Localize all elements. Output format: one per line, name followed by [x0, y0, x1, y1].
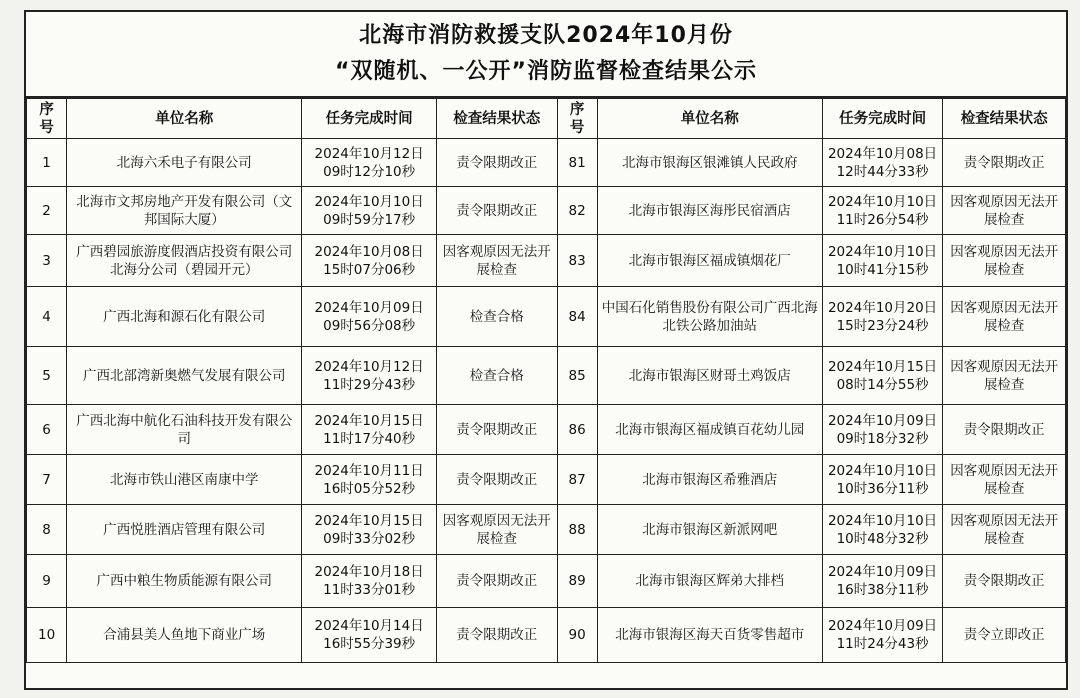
- completion-clock: 11时24分43秒: [836, 636, 929, 652]
- result-status: 因客观原因无法开展检查: [436, 505, 557, 555]
- completion-date: 2024年10月09日: [314, 299, 424, 316]
- completion-time: [302, 287, 437, 347]
- completion-clock: 11时29分43秒: [323, 376, 416, 393]
- completion-date: 2024年10月14日: [314, 618, 424, 634]
- result-status: 因客观原因无法开展检查: [943, 235, 1066, 287]
- result-status: 责令限期改正: [436, 187, 557, 235]
- completion-time: [302, 347, 437, 405]
- completion-date: 2024年10月09日: [827, 412, 938, 429]
- completion-date: 2024年10月18日: [314, 564, 424, 580]
- completion-date: 2024年10月15日: [314, 412, 424, 429]
- table-row: [27, 608, 1066, 663]
- completion-time: [822, 139, 943, 187]
- unit-name: 北海市银海区海彤民宿酒店: [597, 187, 822, 235]
- header-result-status-left: 检查结果状态: [436, 99, 557, 139]
- result-status: 责令限期改正: [436, 139, 557, 187]
- header-unit-name-left: 单位名称: [67, 99, 302, 139]
- row-number: 5: [27, 347, 67, 405]
- completion-time: [302, 455, 437, 505]
- table-row: [27, 405, 1066, 455]
- unit-name: 广西北部湾新奥燃气发展有限公司: [67, 347, 302, 405]
- completion-date: 2024年10月12日: [314, 145, 424, 162]
- completion-time: [302, 139, 437, 187]
- header-result-status-right: 检查结果状态: [943, 99, 1066, 139]
- result-status: 因客观原因无法开展检查: [943, 347, 1066, 405]
- completion-time: [302, 608, 437, 663]
- unit-name: 广西中粮生物质能源有限公司: [67, 555, 302, 608]
- completion-clock: 10时36分11秒: [836, 480, 929, 497]
- row-number: 89: [557, 555, 597, 608]
- completion-clock: 11时33分01秒: [323, 582, 416, 598]
- table-header-row: [27, 99, 1066, 139]
- completion-clock: 16时05分52秒: [323, 480, 416, 497]
- unit-name: 北海市银海区福成镇烟花厂: [597, 235, 822, 287]
- unit-name: 广西悦胜酒店管理有限公司: [67, 505, 302, 555]
- table-row: [27, 287, 1066, 347]
- completion-time: [822, 287, 943, 347]
- table-row: [27, 187, 1066, 235]
- completion-time: [822, 347, 943, 405]
- header-unit-name-right: 单位名称: [597, 99, 822, 139]
- completion-clock: 11时26分54秒: [836, 211, 929, 228]
- row-number: 84: [557, 287, 597, 347]
- result-status: 因客观原因无法开展检查: [943, 287, 1066, 347]
- completion-date: 2024年10月09日: [827, 618, 938, 634]
- completion-date: 2024年10月10日: [827, 462, 938, 479]
- completion-time: [302, 187, 437, 235]
- completion-clock: 15时23分24秒: [836, 317, 929, 334]
- unit-name: 北海市铁山港区南康中学: [67, 455, 302, 505]
- completion-clock: 16时55分39秒: [323, 636, 416, 652]
- row-number: 7: [27, 455, 67, 505]
- result-status: 因客观原因无法开展检查: [943, 455, 1066, 505]
- completion-clock: 09时12分10秒: [323, 163, 416, 180]
- completion-time: [822, 555, 943, 608]
- unit-name: 北海市银海区海天百货零售超市: [597, 608, 822, 663]
- completion-time: [302, 235, 437, 287]
- completion-date: 2024年10月11日: [314, 462, 424, 479]
- completion-date: 2024年10月10日: [827, 243, 938, 260]
- result-status: 责令限期改正: [436, 555, 557, 608]
- completion-clock: 10时48分32秒: [836, 530, 929, 547]
- row-number: 81: [557, 139, 597, 187]
- row-number: 2: [27, 187, 67, 235]
- row-number: 4: [27, 287, 67, 347]
- unit-name: 广西碧园旅游度假酒店投资有限公司北海分公司（碧园开元）: [67, 235, 302, 287]
- row-number: 87: [557, 455, 597, 505]
- completion-time: [822, 505, 943, 555]
- completion-time: [302, 505, 437, 555]
- completion-clock: 15时07分06秒: [323, 261, 416, 278]
- table-row: [27, 455, 1066, 505]
- row-number: 6: [27, 405, 67, 455]
- completion-clock: 08时14分55秒: [836, 376, 929, 393]
- row-number: 10: [27, 608, 67, 663]
- table-row: [27, 139, 1066, 187]
- completion-time: [822, 405, 943, 455]
- unit-name: 北海市文邦房地产开发有限公司（文邦国际大厦）: [67, 187, 302, 235]
- results-table: [26, 98, 1066, 663]
- result-status: 责令限期改正: [943, 555, 1066, 608]
- completion-clock: 09时18分32秒: [836, 430, 929, 447]
- unit-name: 北海市银海区银滩镇人民政府: [597, 139, 822, 187]
- table-row: [27, 235, 1066, 287]
- completion-time: [302, 555, 437, 608]
- header-no-left: 序 号: [27, 99, 67, 139]
- result-status: 责令立即改正: [943, 608, 1066, 663]
- completion-date: 2024年10月10日: [827, 512, 938, 529]
- completion-time: [822, 187, 943, 235]
- completion-time: [822, 235, 943, 287]
- header-completion-time-left: 任务完成时间: [302, 99, 437, 139]
- result-status: 责令限期改正: [436, 455, 557, 505]
- unit-name: 北海市银海区新派网吧: [597, 505, 822, 555]
- table-row: [27, 347, 1066, 405]
- completion-time: [822, 455, 943, 505]
- unit-name: 合浦县美人鱼地下商业广场: [67, 608, 302, 663]
- completion-date: 2024年10月15日: [314, 512, 424, 529]
- completion-clock: 09时59分17秒: [323, 211, 416, 228]
- table-row: [27, 555, 1066, 608]
- result-status: 因客观原因无法开展检查: [943, 187, 1066, 235]
- completion-clock: 11时17分40秒: [323, 430, 416, 447]
- document-title: [26, 12, 1066, 98]
- row-number: 9: [27, 555, 67, 608]
- unit-name: 北海市银海区辉弟大排档: [597, 555, 822, 608]
- completion-date: 2024年10月15日: [827, 358, 938, 375]
- completion-time: [302, 405, 437, 455]
- header-completion-time-right: 任务完成时间: [822, 99, 943, 139]
- document-sheet: [24, 10, 1068, 690]
- unit-name: 北海市银海区财哥土鸡饭店: [597, 347, 822, 405]
- unit-name: 广西北海中航化石油科技开发有限公司: [67, 405, 302, 455]
- result-status: 检查合格: [436, 287, 557, 347]
- result-status: 因客观原因无法开展检查: [943, 505, 1066, 555]
- row-number: 82: [557, 187, 597, 235]
- result-status: 责令限期改正: [943, 139, 1066, 187]
- result-status: 责令限期改正: [436, 405, 557, 455]
- completion-date: 2024年10月20日: [827, 299, 938, 316]
- row-number: 83: [557, 235, 597, 287]
- result-status: 因客观原因无法开展检查: [436, 235, 557, 287]
- completion-date: 2024年10月10日: [827, 193, 938, 210]
- completion-date: 2024年10月12日: [314, 358, 424, 375]
- unit-name: 北海市银海区希雅酒店: [597, 455, 822, 505]
- completion-time: [822, 608, 943, 663]
- title-line-2: “双随机、一公开”消防监督检查结果公示: [335, 59, 757, 84]
- completion-date: 2024年10月08日: [314, 243, 424, 260]
- row-number: 86: [557, 405, 597, 455]
- unit-name: 北海六禾电子有限公司: [67, 139, 302, 187]
- row-number: 1: [27, 139, 67, 187]
- row-number: 85: [557, 347, 597, 405]
- result-status: 检查合格: [436, 347, 557, 405]
- unit-name: 广西北海和源石化有限公司: [67, 287, 302, 347]
- result-status: 责令限期改正: [943, 405, 1066, 455]
- row-number: 90: [557, 608, 597, 663]
- result-status: 责令限期改正: [436, 608, 557, 663]
- row-number: 8: [27, 505, 67, 555]
- unit-name: 中国石化销售股份有限公司广西北海北铁公路加油站: [597, 287, 822, 347]
- completion-date: 2024年10月08日: [827, 145, 938, 162]
- completion-clock: 12时44分33秒: [836, 163, 929, 180]
- completion-clock: 16时38分11秒: [836, 582, 929, 598]
- completion-date: 2024年10月10日: [314, 193, 424, 210]
- title-line-1: 北海市消防救援支队2024年10月份: [359, 23, 733, 48]
- completion-clock: 09时33分02秒: [323, 530, 416, 547]
- completion-date: 2024年10月09日: [827, 564, 938, 580]
- table-row: [27, 505, 1066, 555]
- completion-clock: 09时56分08秒: [323, 317, 416, 334]
- completion-clock: 10时41分15秒: [836, 261, 929, 278]
- row-number: 3: [27, 235, 67, 287]
- header-no-right: 序 号: [557, 99, 597, 139]
- unit-name: 北海市银海区福成镇百花幼儿园: [597, 405, 822, 455]
- row-number: 88: [557, 505, 597, 555]
